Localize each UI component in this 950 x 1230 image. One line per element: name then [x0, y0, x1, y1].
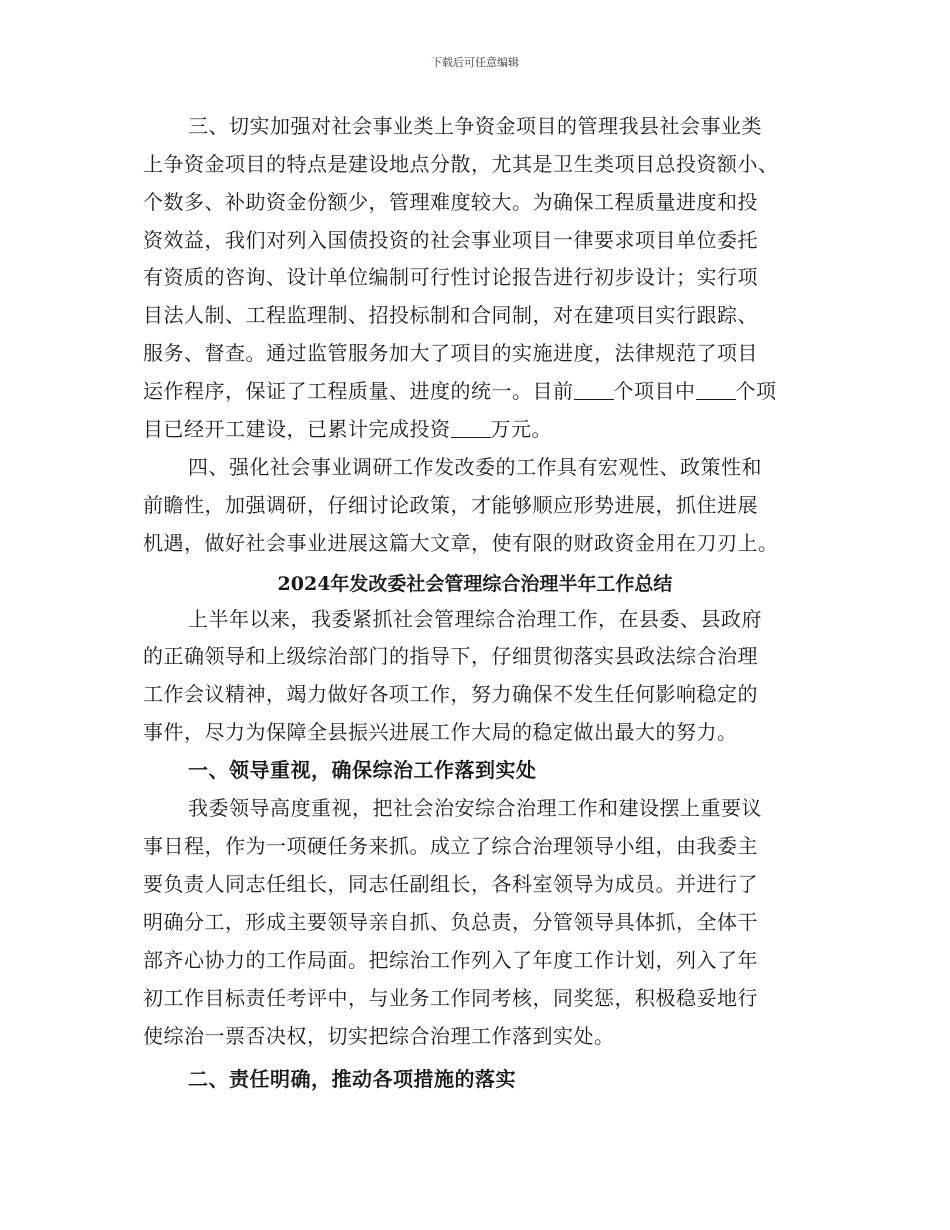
header-note: 下载后可任意编辑	[431, 56, 519, 69]
fill-blank	[574, 381, 614, 400]
section-heading: 二、责任明确，推动各项措施的落实	[188, 1067, 516, 1091]
section4-line: 四、强化社会事业调研工作发改委的工作具有宏观性、政策性和	[188, 455, 762, 479]
section3-line: 上争资金项目的特点是建设地点分散，尤其是卫生类项目总投资额小、	[143, 152, 779, 176]
fill-blank	[451, 419, 491, 438]
section3-line: 服务、督查。通过监管服务加大了项目的实施进度，法律规范了项目	[143, 341, 758, 365]
intro-line: 上半年以来，我委紧抓社会管理综合治理工作，在县委、县政府	[188, 607, 762, 631]
text-segment: 运作程序，保证了工程质量、进度的统一。目前	[143, 379, 574, 403]
paragraph-line: 事日程，作为一项硬任务来抓。成立了综合治理领导小组，由我委主	[143, 834, 758, 858]
intro-line: 工作会议精神，竭力做好各项工作，努力确保不发生任何影响稳定的	[143, 682, 758, 706]
intro-line: 的正确领导和上级综治部门的指导下，仔细贯彻落实县政法综合治理	[143, 644, 758, 668]
paragraph-line: 初工作目标责任考评中，与业务工作同考核，同奖惩，积极稳妥地行	[143, 986, 758, 1010]
section3-line: 资效益，我们对列入国债投资的社会事业项目一律要求项目单位委托	[143, 228, 758, 252]
section3-line: 目法人制、工程监理制、招投标制和合同制，对在建项目实行跟踪、	[143, 303, 758, 327]
paragraph-line: 我委领导高度重视，把社会治安综合治理工作和建设摆上重要议	[188, 796, 762, 820]
section3-line: 三、切实加强对社会事业类上争资金项目的管理我县社会事业类	[188, 114, 762, 138]
fill-blank	[696, 381, 736, 400]
text-segment: 个项目中	[613, 379, 696, 403]
section3-line	[143, 379, 777, 403]
paragraph-line: 要负责人同志任组长，同志任副组长，各科室领导为成员。并进行了	[143, 872, 758, 896]
text-segment: 个项	[735, 379, 777, 403]
section3-line	[143, 417, 552, 441]
intro-line: 事件，尽力为保障全县振兴进展工作大局的稳定做出最大的努力。	[143, 720, 738, 744]
text-segment: 万元。	[490, 417, 552, 441]
text-segment: 目已经开工建设，已累计完成投资	[143, 417, 451, 441]
report-title: 2024年发改委社会管理综合治理半年工作总结	[277, 573, 673, 595]
paragraph-line: 部齐心协力的工作局面。把综治工作列入了年度工作计划，列入了年	[143, 948, 758, 972]
paragraph-line: 使综治一票否决权，切实把综合治理工作落到实处。	[143, 1024, 615, 1048]
section3-line: 个数多、补助资金份额少，管理难度较大。为确保工程质量进度和投	[143, 190, 758, 214]
section4-line: 机遇，做好社会事业进展这篇大文章，使有限的财政资金用在刀刃上。	[143, 531, 779, 555]
section-heading: 一、领导重视，确保综治工作落到实处	[188, 758, 537, 782]
section3-line: 有资质的咨询、设计单位编制可行性讨论报告进行初步设计；实行项	[143, 265, 758, 289]
section4-line: 前瞻性，加强调研，仔细讨论政策，才能够顺应形势进展，抓住进展	[143, 493, 758, 517]
paragraph-line: 明确分工，形成主要领导亲自抓、负总责，分管领导具体抓，全体干	[143, 910, 758, 934]
